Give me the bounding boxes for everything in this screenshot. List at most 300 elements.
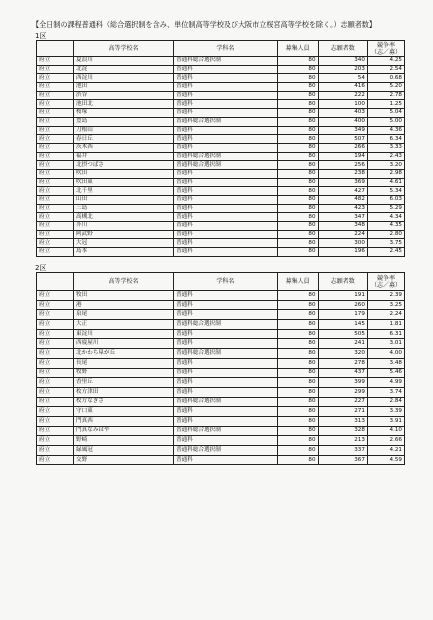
- table-row: [37, 109, 405, 118]
- ratio-cell: 4.59: [367, 455, 404, 465]
- school-name-cell: 長尾: [74, 358, 174, 368]
- header-capacity: 募集人員: [277, 273, 318, 291]
- course-cell: 普通科: [174, 416, 278, 426]
- capacity-cell: 80: [277, 368, 318, 378]
- capacity-cell: 80: [277, 100, 318, 109]
- prefecture-cell: 府立: [37, 196, 74, 205]
- prefecture-cell: 府立: [37, 378, 74, 388]
- course-cell: 普通科: [174, 436, 278, 446]
- ratio-cell: 4.35: [367, 222, 404, 231]
- capacity-cell: 80: [277, 436, 318, 446]
- ratio-cell: 4.10: [367, 426, 404, 436]
- applicants-cell: 400: [318, 117, 367, 126]
- course-cell: 普通科: [174, 248, 278, 257]
- applicants-cell: 416: [318, 83, 367, 92]
- course-cell: 普通科: [174, 239, 278, 248]
- school-name-cell: 三島: [74, 204, 174, 213]
- ratio-cell: 1.25: [367, 100, 404, 109]
- course-cell: 普通科総合選択制: [174, 152, 278, 161]
- table-row: [37, 178, 405, 187]
- prefecture-cell: 府立: [37, 455, 74, 465]
- prefecture-cell: 府立: [37, 446, 74, 456]
- applicants-cell: 403: [318, 109, 367, 118]
- applicants-cell: 194: [318, 152, 367, 161]
- header-ratio-line2: （志／募）: [370, 48, 401, 56]
- table-row: [37, 387, 405, 397]
- table-row: [37, 339, 405, 349]
- table-row: [37, 455, 405, 465]
- course-cell: 普通科: [174, 204, 278, 213]
- ratio-cell: 5.46: [367, 368, 404, 378]
- table-row: [37, 248, 405, 257]
- capacity-cell: 80: [277, 83, 318, 92]
- course-cell: 普通科: [174, 455, 278, 465]
- applicants-cell: 241: [318, 339, 367, 349]
- applicants-cell: 266: [318, 143, 367, 152]
- prefecture-cell: 府立: [37, 339, 74, 349]
- prefecture-cell: 府立: [37, 143, 74, 152]
- table-row: [37, 416, 405, 426]
- capacity-cell: 80: [277, 117, 318, 126]
- table-row: [37, 300, 405, 310]
- ratio-cell: 4.25: [367, 57, 404, 66]
- capacity-cell: 80: [277, 329, 318, 339]
- course-cell: 普通科: [174, 291, 278, 301]
- capacity-cell: 80: [277, 169, 318, 178]
- prefecture-cell: 府立: [37, 248, 74, 257]
- district-2-rows: [37, 291, 405, 465]
- school-name-cell: 池田: [74, 83, 174, 92]
- header-applicants: 志願者数: [318, 41, 367, 57]
- prefecture-cell: 府立: [37, 91, 74, 100]
- table-row: [37, 222, 405, 231]
- capacity-cell: 80: [277, 213, 318, 222]
- school-name-cell: 豊島: [74, 117, 174, 126]
- table-row: [37, 239, 405, 248]
- table-row: [37, 161, 405, 170]
- ratio-cell: 2.80: [367, 230, 404, 239]
- district-2-table: [36, 272, 405, 465]
- applicants-cell: 145: [318, 320, 367, 330]
- capacity-cell: 80: [277, 320, 318, 330]
- applicants-cell: 260: [318, 300, 367, 310]
- course-cell: 普通科: [174, 222, 278, 231]
- prefecture-cell: 府立: [37, 126, 74, 135]
- school-name-cell: 北千里: [74, 187, 174, 196]
- prefecture-cell: 府立: [37, 310, 74, 320]
- course-cell: 普通科: [174, 378, 278, 388]
- course-cell: 普通科: [174, 187, 278, 196]
- district-1-table: [36, 40, 405, 257]
- capacity-cell: 80: [277, 152, 318, 161]
- applicants-cell: 369: [318, 178, 367, 187]
- ratio-cell: 3.33: [367, 143, 404, 152]
- header-school: 高等学校名: [74, 273, 174, 291]
- ratio-cell: 5.00: [367, 117, 404, 126]
- ratio-cell: 3.01: [367, 339, 404, 349]
- table-row: [37, 349, 405, 359]
- school-name-cell: 門真西: [74, 416, 174, 426]
- table-row: [37, 117, 405, 126]
- school-name-cell: 茨木西: [74, 143, 174, 152]
- table-row: [37, 187, 405, 196]
- ratio-cell: 4.36: [367, 126, 404, 135]
- applicants-cell: 423: [318, 204, 367, 213]
- course-cell: 普通科: [174, 143, 278, 152]
- table-row: [37, 169, 405, 178]
- prefecture-cell: 府立: [37, 100, 74, 109]
- table-row: [37, 213, 405, 222]
- course-cell: 普通科: [174, 126, 278, 135]
- table-row: [37, 230, 405, 239]
- applicants-cell: 213: [318, 436, 367, 446]
- ratio-cell: 2.39: [367, 291, 404, 301]
- prefecture-cell: 府立: [37, 65, 74, 74]
- ratio-cell: 6.31: [367, 329, 404, 339]
- capacity-cell: 80: [277, 135, 318, 144]
- applicants-cell: 367: [318, 455, 367, 465]
- school-name-cell: 吹田東: [74, 178, 174, 187]
- ratio-cell: 5.04: [367, 109, 404, 118]
- applicants-cell: 196: [318, 248, 367, 257]
- applicants-cell: 179: [318, 310, 367, 320]
- course-cell: 普通科総合選択制: [174, 117, 278, 126]
- header-capacity: 募集人員: [277, 41, 318, 57]
- table-row: [37, 57, 405, 66]
- school-name-cell: 大冠: [74, 239, 174, 248]
- course-cell: 普通科総合選択制: [174, 161, 278, 170]
- capacity-cell: 80: [277, 291, 318, 301]
- table-row: [37, 291, 405, 301]
- school-name-cell: 西寝屋川: [74, 339, 174, 349]
- prefecture-cell: 府立: [37, 169, 74, 178]
- course-cell: 普通科: [174, 109, 278, 118]
- table-row: [37, 91, 405, 100]
- applicants-cell: 300: [318, 239, 367, 248]
- applicants-cell: 256: [318, 161, 367, 170]
- prefecture-cell: 府立: [37, 178, 74, 187]
- school-name-cell: 守口東: [74, 407, 174, 417]
- applicants-cell: 482: [318, 196, 367, 205]
- capacity-cell: 80: [277, 196, 318, 205]
- capacity-cell: 80: [277, 143, 318, 152]
- capacity-cell: 80: [277, 349, 318, 359]
- header-school: 高等学校名: [74, 41, 174, 57]
- table-row: [37, 320, 405, 330]
- school-name-cell: 島本: [74, 248, 174, 257]
- capacity-cell: 80: [277, 187, 318, 196]
- capacity-cell: 80: [277, 74, 318, 83]
- header-ratio: [367, 41, 404, 57]
- capacity-cell: 80: [277, 109, 318, 118]
- applicants-cell: 320: [318, 349, 367, 359]
- course-cell: 普通科: [174, 74, 278, 83]
- course-cell: 普通科: [174, 65, 278, 74]
- table-row: [37, 204, 405, 213]
- school-name-cell: 泉尾: [74, 310, 174, 320]
- table-row: [37, 426, 405, 436]
- applicants-cell: 224: [318, 230, 367, 239]
- applicants-cell: 191: [318, 291, 367, 301]
- course-cell: 普通科: [174, 339, 278, 349]
- capacity-cell: 80: [277, 65, 318, 74]
- school-name-cell: 西淀川: [74, 74, 174, 83]
- school-name-cell: 北淀: [74, 65, 174, 74]
- school-name-cell: 牧田: [74, 291, 174, 301]
- capacity-cell: 80: [277, 446, 318, 456]
- table-row: [37, 397, 405, 407]
- district-2-label: 2区: [35, 264, 47, 272]
- prefecture-cell: 府立: [37, 109, 74, 118]
- table-row: [37, 74, 405, 83]
- prefecture-cell: 府立: [37, 135, 74, 144]
- school-name-cell: 夏浪川: [74, 57, 174, 66]
- ratio-cell: 2.45: [367, 248, 404, 257]
- school-name-cell: 東淀川: [74, 329, 174, 339]
- table-row: [37, 143, 405, 152]
- header-course: 学科名: [174, 41, 278, 57]
- course-cell: 普通科: [174, 83, 278, 92]
- ratio-cell: 4.21: [367, 446, 404, 456]
- prefecture-cell: 府立: [37, 187, 74, 196]
- capacity-cell: 80: [277, 407, 318, 417]
- course-cell: 普通科: [174, 100, 278, 109]
- prefecture-cell: 府立: [37, 320, 74, 330]
- ratio-cell: 2.84: [367, 397, 404, 407]
- school-name-cell: 香里丘: [74, 378, 174, 388]
- capacity-cell: 80: [277, 416, 318, 426]
- capacity-cell: 80: [277, 358, 318, 368]
- ratio-cell: 4.34: [367, 213, 404, 222]
- course-cell: 普通科: [174, 329, 278, 339]
- school-name-cell: 大正: [74, 320, 174, 330]
- course-cell: 普通科: [174, 230, 278, 239]
- header-ratio: [367, 273, 404, 291]
- school-name-cell: 吹田: [74, 169, 174, 178]
- capacity-cell: 80: [277, 455, 318, 465]
- capacity-cell: 80: [277, 426, 318, 436]
- school-name-cell: 春日丘: [74, 135, 174, 144]
- ratio-cell: 3.20: [367, 161, 404, 170]
- table-row: [37, 407, 405, 417]
- course-cell: 普通科: [174, 310, 278, 320]
- course-cell: 普通科総合選択制: [174, 446, 278, 456]
- capacity-cell: 80: [277, 161, 318, 170]
- school-name-cell: 阿武野: [74, 230, 174, 239]
- prefecture-cell: 府立: [37, 368, 74, 378]
- capacity-cell: 80: [277, 378, 318, 388]
- ratio-cell: 2.24: [367, 310, 404, 320]
- ratio-cell: 0.68: [367, 74, 404, 83]
- applicants-cell: 507: [318, 135, 367, 144]
- school-name-cell: 枚方津田: [74, 387, 174, 397]
- prefecture-cell: 府立: [37, 349, 74, 359]
- applicants-cell: 349: [318, 126, 367, 135]
- school-name-cell: 刀根山: [74, 126, 174, 135]
- table-header-row: [37, 273, 405, 291]
- applicants-cell: 203: [318, 65, 367, 74]
- prefecture-cell: 府立: [37, 213, 74, 222]
- school-name-cell: 北かわち皐が丘: [74, 349, 174, 359]
- table-row: [37, 100, 405, 109]
- prefecture-cell: 府立: [37, 387, 74, 397]
- school-name-cell: 福井: [74, 152, 174, 161]
- applicants-cell: 313: [318, 416, 367, 426]
- school-name-cell: 池田北: [74, 100, 174, 109]
- school-name-cell: 野崎: [74, 436, 174, 446]
- course-cell: 普通科: [174, 407, 278, 417]
- capacity-cell: 80: [277, 397, 318, 407]
- prefecture-cell: 府立: [37, 329, 74, 339]
- school-name-cell: 牧野: [74, 368, 174, 378]
- school-name-cell: 山田: [74, 196, 174, 205]
- table-row: [37, 65, 405, 74]
- ratio-cell: 3.48: [367, 358, 404, 368]
- ratio-cell: 4.61: [367, 178, 404, 187]
- school-name-cell: 渋谷: [74, 91, 174, 100]
- course-cell: 普通科: [174, 213, 278, 222]
- prefecture-cell: 府立: [37, 358, 74, 368]
- ratio-cell: 3.25: [367, 300, 404, 310]
- applicants-cell: 278: [318, 358, 367, 368]
- prefecture-cell: 府立: [37, 83, 74, 92]
- capacity-cell: 80: [277, 239, 318, 248]
- prefecture-cell: 府立: [37, 426, 74, 436]
- school-name-cell: 緑風冠: [74, 446, 174, 456]
- capacity-cell: 80: [277, 300, 318, 310]
- capacity-cell: 80: [277, 387, 318, 397]
- school-name-cell: 桜塚: [74, 109, 174, 118]
- header-ratio-line1: 競争率: [376, 274, 395, 282]
- applicants-cell: 227: [318, 397, 367, 407]
- course-cell: 普通科: [174, 169, 278, 178]
- ratio-cell: 3.75: [367, 239, 404, 248]
- capacity-cell: 80: [277, 178, 318, 187]
- course-cell: 普通科総合選択制: [174, 349, 278, 359]
- applicants-cell: 222: [318, 91, 367, 100]
- course-cell: 普通科: [174, 387, 278, 397]
- prefecture-cell: 府立: [37, 222, 74, 231]
- ratio-cell: 2.78: [367, 91, 404, 100]
- school-name-cell: 芥川: [74, 222, 174, 231]
- capacity-cell: 80: [277, 222, 318, 231]
- school-name-cell: 門真なみはや: [74, 426, 174, 436]
- ratio-cell: 5.20: [367, 83, 404, 92]
- table-header-row: [37, 41, 405, 57]
- ratio-cell: 1.81: [367, 320, 404, 330]
- ratio-cell: 4.00: [367, 349, 404, 359]
- school-name-cell: 枚方なぎさ: [74, 397, 174, 407]
- table-row: [37, 358, 405, 368]
- capacity-cell: 80: [277, 57, 318, 66]
- capacity-cell: 80: [277, 248, 318, 257]
- course-cell: 普通科: [174, 91, 278, 100]
- ratio-cell: 3.39: [367, 407, 404, 417]
- applicants-cell: 271: [318, 407, 367, 417]
- prefecture-cell: 府立: [37, 397, 74, 407]
- table-row: [37, 196, 405, 205]
- applicants-cell: 328: [318, 426, 367, 436]
- table-row: [37, 310, 405, 320]
- ratio-cell: 3.91: [367, 416, 404, 426]
- table-row: [37, 368, 405, 378]
- school-name-cell: 交野: [74, 455, 174, 465]
- prefecture-cell: 府立: [37, 230, 74, 239]
- applicants-cell: 100: [318, 100, 367, 109]
- capacity-cell: 80: [277, 339, 318, 349]
- course-cell: 普通科: [174, 178, 278, 187]
- document-title: 【全日制の課程普通科（総合選択制を含み、単位制高等学校及び大阪市立桜宮高等学校を除く。）志願者数】: [32, 20, 376, 29]
- table-row: [37, 83, 405, 92]
- applicants-cell: 348: [318, 222, 367, 231]
- ratio-cell: 6.03: [367, 196, 404, 205]
- course-cell: 普通科総合選択制: [174, 57, 278, 66]
- header-course: 学科名: [174, 273, 278, 291]
- course-cell: 普通科: [174, 135, 278, 144]
- capacity-cell: 80: [277, 310, 318, 320]
- school-name-cell: 高槻北: [74, 213, 174, 222]
- district-1-label: 1区: [35, 32, 47, 40]
- course-cell: 普通科総合選択制: [174, 397, 278, 407]
- applicants-cell: 337: [318, 446, 367, 456]
- table-row: [37, 152, 405, 161]
- prefecture-cell: 府立: [37, 74, 74, 83]
- applicants-cell: 238: [318, 169, 367, 178]
- course-cell: 普通科: [174, 300, 278, 310]
- prefecture-cell: 府立: [37, 161, 74, 170]
- ratio-cell: 6.34: [367, 135, 404, 144]
- ratio-cell: 3.74: [367, 387, 404, 397]
- prefecture-cell: 府立: [37, 152, 74, 161]
- prefecture-cell: 府立: [37, 300, 74, 310]
- ratio-cell: 2.66: [367, 436, 404, 446]
- table-row: [37, 126, 405, 135]
- table-row: [37, 135, 405, 144]
- prefecture-cell: 府立: [37, 117, 74, 126]
- prefecture-cell: 府立: [37, 204, 74, 213]
- applicants-cell: 437: [318, 368, 367, 378]
- ratio-cell: 4.99: [367, 378, 404, 388]
- applicants-cell: 340: [318, 57, 367, 66]
- school-name-cell: 北摂つばさ: [74, 161, 174, 170]
- applicants-cell: 54: [318, 74, 367, 83]
- course-cell: 普通科: [174, 368, 278, 378]
- prefecture-cell: 府立: [37, 416, 74, 426]
- header-ratio-line1: 競争率: [376, 41, 395, 49]
- applicants-cell: 399: [318, 378, 367, 388]
- capacity-cell: 80: [277, 91, 318, 100]
- header-ratio-line2: （志／募）: [370, 281, 401, 289]
- prefecture-cell: 府立: [37, 436, 74, 446]
- capacity-cell: 80: [277, 230, 318, 239]
- course-cell: 普通科総合選択制: [174, 426, 278, 436]
- table-row: [37, 446, 405, 456]
- applicants-cell: 347: [318, 213, 367, 222]
- school-name-cell: 港: [74, 300, 174, 310]
- ratio-cell: 2.98: [367, 169, 404, 178]
- capacity-cell: 80: [277, 204, 318, 213]
- prefecture-cell: 府立: [37, 407, 74, 417]
- table-row: [37, 436, 405, 446]
- ratio-cell: 5.34: [367, 187, 404, 196]
- capacity-cell: 80: [277, 126, 318, 135]
- prefecture-cell: 府立: [37, 57, 74, 66]
- course-cell: 普通科: [174, 358, 278, 368]
- table-row: [37, 378, 405, 388]
- header-applicants: 志願者数: [318, 273, 367, 291]
- prefecture-cell: 府立: [37, 239, 74, 248]
- district-1-rows: [37, 57, 405, 257]
